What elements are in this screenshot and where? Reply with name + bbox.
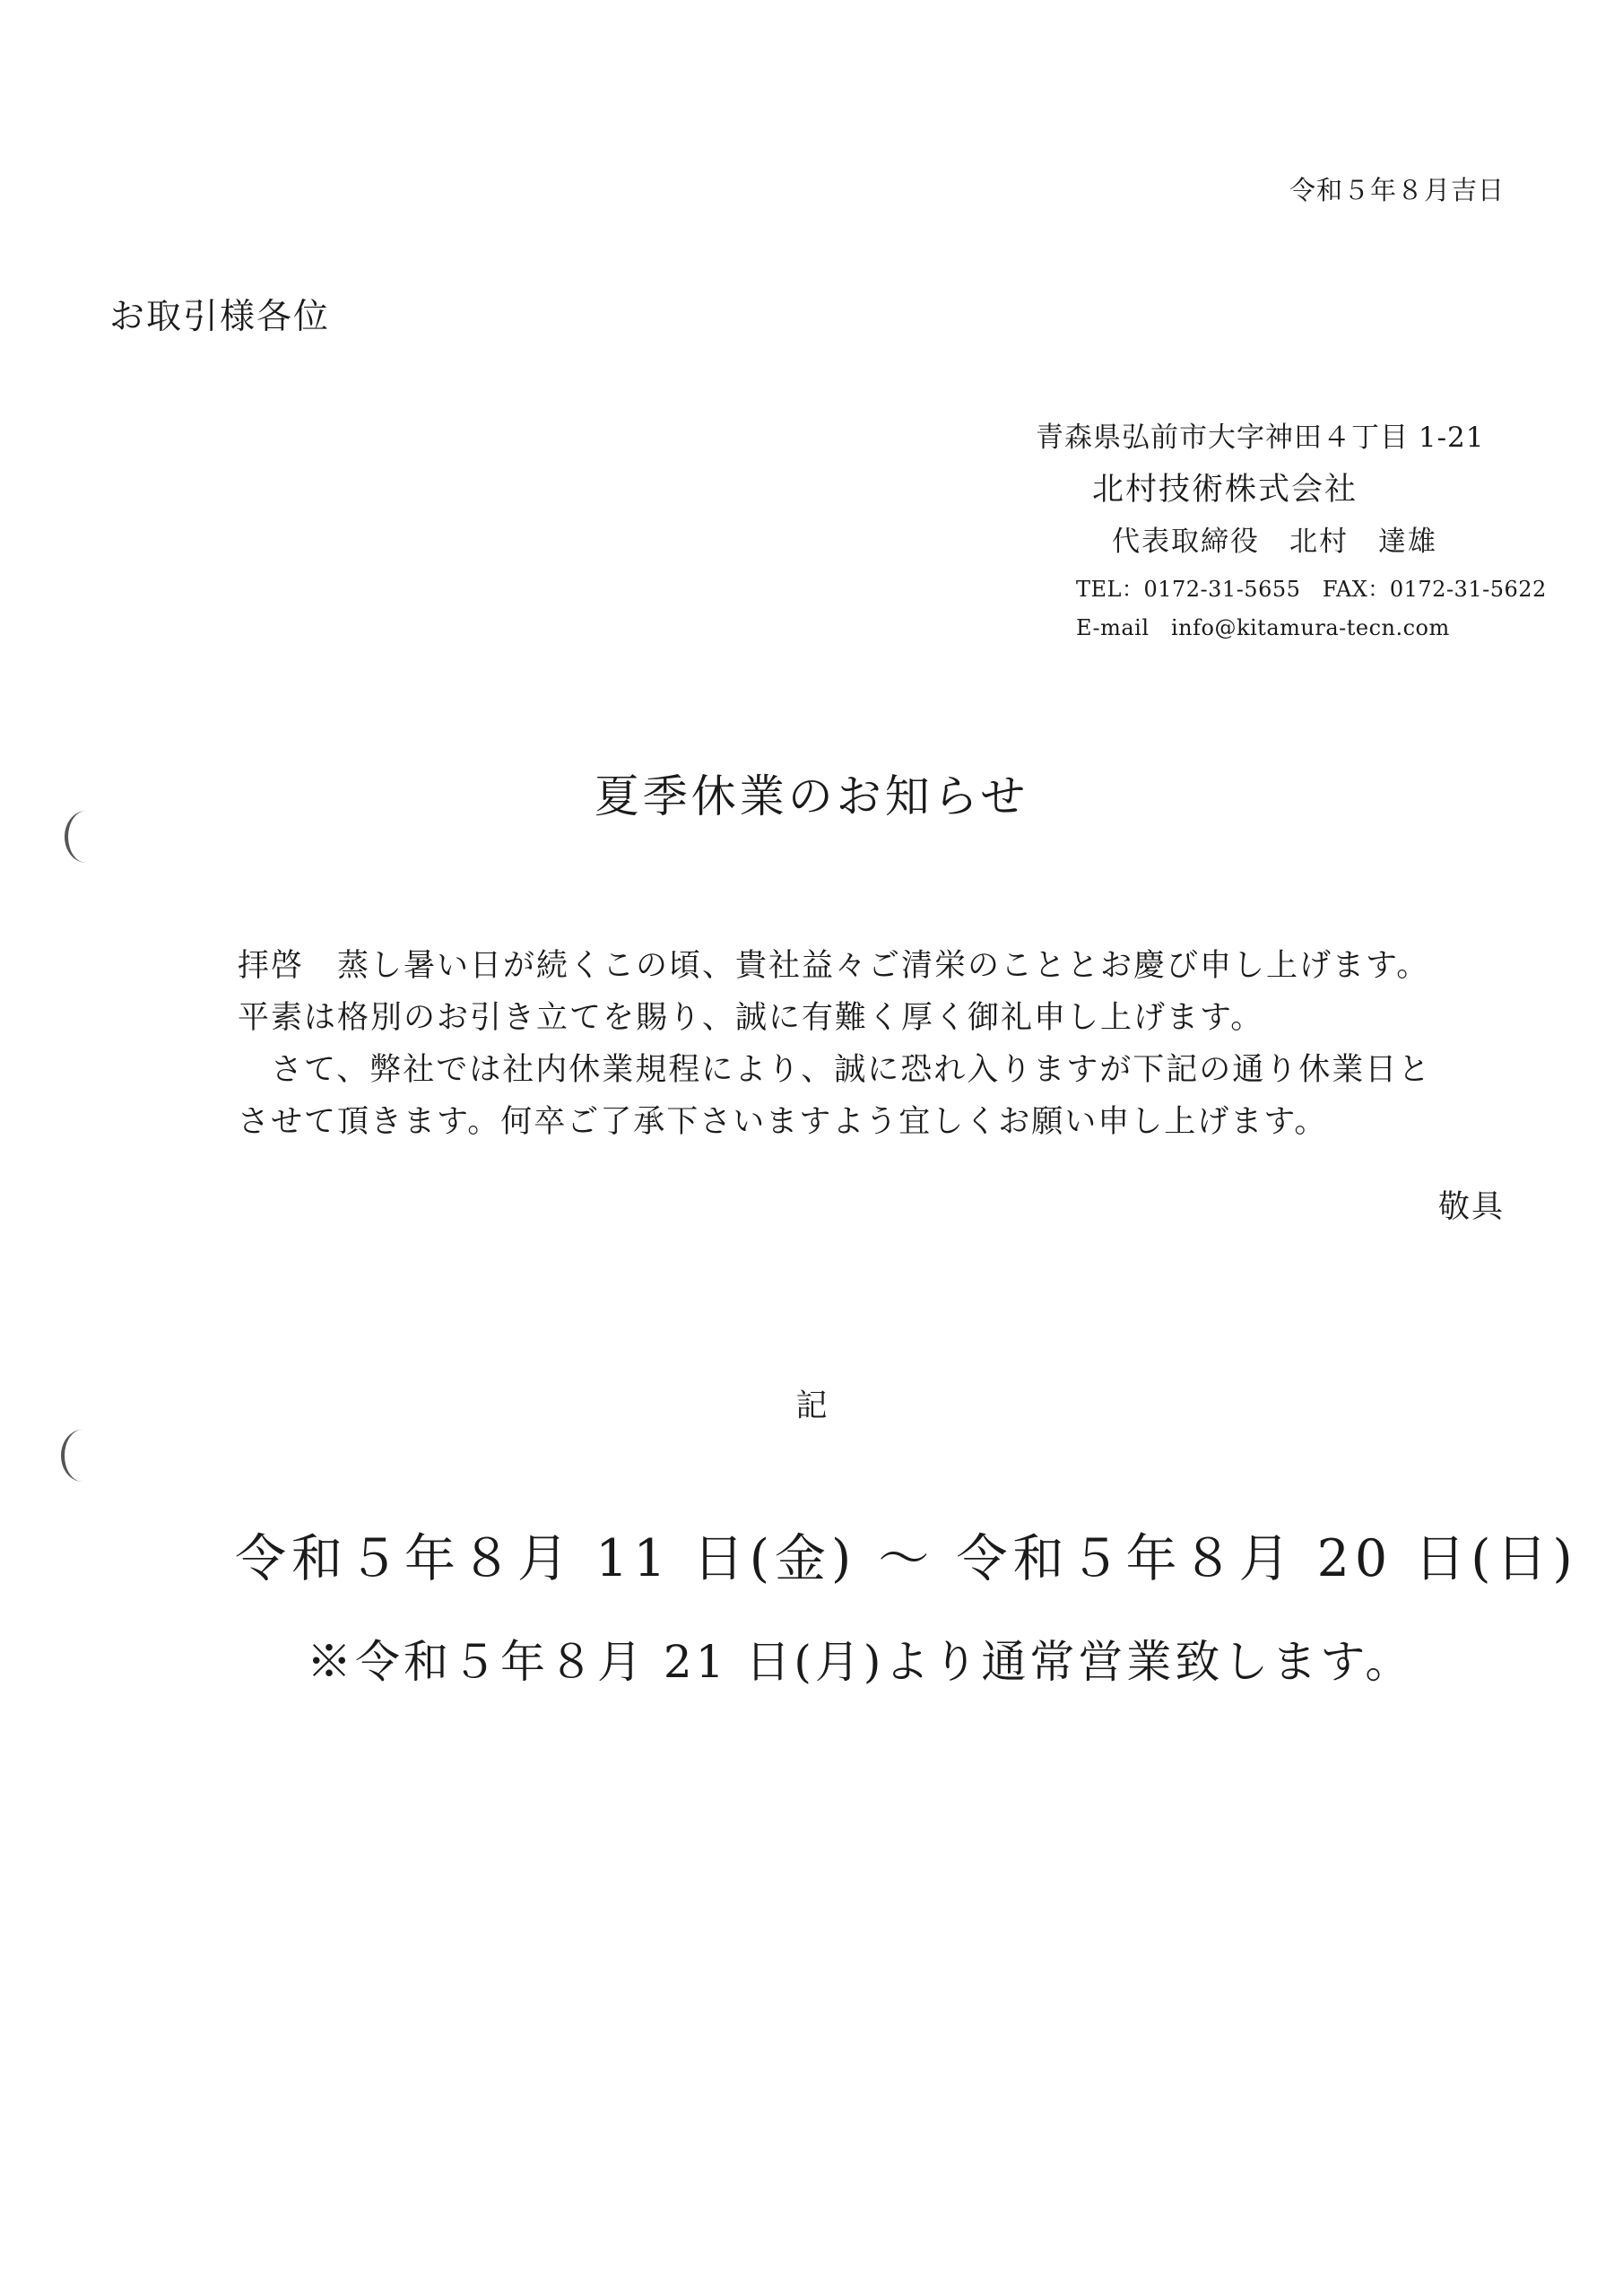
document-date: 令和５年８月吉日 <box>1289 175 1505 205</box>
document-title: 夏季休業のお知らせ <box>594 770 1029 822</box>
sender-representative: 代表取締役 北村 達雄 <box>1112 526 1437 558</box>
punch-hole-mark <box>65 811 108 863</box>
body-line: 平素は格別のお引き立てを賜り、誠に有難く厚く御礼申し上げます。 <box>238 1000 1264 1036</box>
sender-company: 北村技術株式会社 <box>1092 472 1358 508</box>
body-line: さて、弊社では社内休業規程により、誠に恐れ入りますが下記の通り休業日と <box>238 1052 1432 1088</box>
body-line: させて頂きます。何卒ご了承下さいますよう宜しくお願い申し上げます。 <box>238 1104 1328 1140</box>
sender-address: 青森県弘前市大字神田４丁目 1-21 <box>1036 422 1485 454</box>
resume-note: ※令和５年８月 21 日(月)より通常営業致します。 <box>307 1636 1414 1688</box>
body-line: 拝啓 蒸し暑い日が続くこの頃、貴社益々ご清栄のこととお慶び申し上げます。 <box>238 948 1430 984</box>
punch-hole-mark <box>61 1430 104 1482</box>
sender-email: E-mail info@kitamura-tecn.com <box>1076 615 1450 640</box>
ki-heading: 記 <box>795 1388 828 1424</box>
sender-tel-fax: TEL：0172-31-5655 FAX：0172-31-5622 <box>1076 577 1547 602</box>
recipient: お取引様各位 <box>109 297 331 337</box>
holiday-period: 令和５年８月 11 日(金) ～ 令和５年８月 20 日(日) <box>235 1529 1578 1588</box>
body-paragraph <box>238 940 1511 1148</box>
closing-keigu: 敬具 <box>1437 1189 1505 1225</box>
